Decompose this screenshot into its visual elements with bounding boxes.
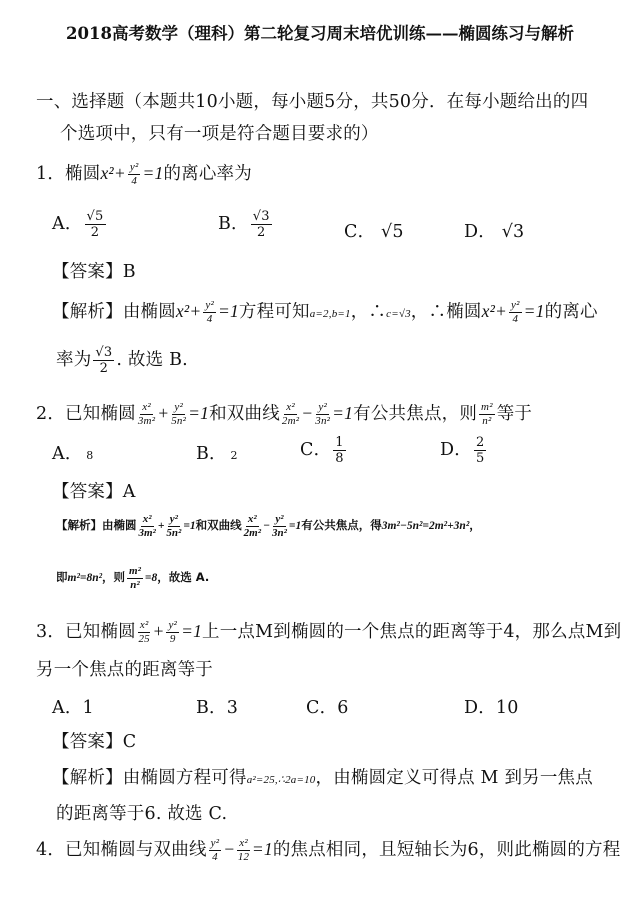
q3-analysis-line2: 的距离等于6. 故选 C.	[56, 804, 228, 824]
q3-option-b: B．3	[196, 698, 239, 718]
q4-stem: 4．已知椭圆与双曲线 $\frac{\text{y²}}{4}$ − $\frac{\text{x²}}{12}$ =1的焦点相同，且短轴长为6，则此椭圆的方程	[36, 837, 621, 864]
q2-option-c: C． $\frac{1}{8}$	[300, 435, 344, 466]
q1-analysis-line2: 率为 $\frac{√3}{2}$ . 故选 B.	[56, 345, 188, 376]
q3-analysis: 【解析】由椭圆方程可得a²=25,∴2a=10，由椭圆定义可得点 M 到另一焦点	[52, 768, 593, 788]
q2-option-d: D． $\frac{2}{5}$	[440, 435, 485, 466]
q3-stem: 3．已知椭圆 $\frac{\text{x²}}{25}$ + $\frac{\text{y²}}{9}$ =1上一点M到椭圆的一个焦点的距离等于4，那么点M到	[36, 619, 622, 646]
q3-option-a: A．1	[52, 698, 94, 718]
q1-stem-pre: 椭圆	[65, 164, 101, 184]
q1-equation: x²+ $\frac{\text{y²}}{4}$ =1	[100, 161, 164, 188]
q3-answer: 【答案】C	[52, 732, 137, 752]
q3-option-d: D．10	[464, 698, 519, 718]
q2-answer: 【答案】A	[52, 482, 136, 502]
q2-option-a: A． 8	[52, 444, 94, 464]
q1-option-a: A． $\frac{√5}{2}$	[52, 209, 104, 240]
page-title: 2018高考数学（理科）第二轮复习周末培优训练——椭圆练习与解析	[66, 24, 574, 43]
q2-analysis: 【解析】由椭圆 $\frac{\text{x²}}{\text{3m²}}$ + $\frac{\text{y²}}{\text{5n²}}$ =1和双曲线 $\frac{\text{x²}}{\text{2m²}}$ − $\frac{\text{y²}}{\text{3n²}}$ =1有公共焦点，得3m²−5n²=2m²+3n²，	[56, 513, 481, 539]
section-heading-line2: 个选项中，只有一项是符合题目要求的）	[60, 124, 379, 144]
q2-option-b: B． 2	[196, 444, 238, 464]
q1-option-b: B． $\frac{√3}{2}$	[218, 209, 270, 240]
q1-analysis: 【解析】由椭圆x²+ $\frac{\text{y²}}{4}$ =1方程可知a=2,b=1，∴c=√3，∴椭圆x²+ $\frac{\text{y²}}{4}$ =1的离心	[52, 299, 598, 326]
q1-answer: 【答案】B	[52, 262, 136, 282]
q3-option-c: C．6	[306, 698, 349, 718]
q1-stem-post: 的离心率为	[163, 164, 252, 184]
q3-stem-line2: 另一个焦点的距离等于	[36, 660, 213, 680]
section-heading-line1: 一、选择题（本题共10小题，每小题5分，共50分．在每小题给出的四	[36, 92, 589, 112]
q2-stem: 2．已知椭圆 $\frac{\text{x²}}{\text{3m²}}$ + $\frac{\text{y²}}{\text{5n²}}$ =1和双曲线 $\frac{\text{x²}}{\text{2m²}}$ − $\frac{\text{y²}}{\text{3n²}}$ =1有公共焦点，则 $\frac{\text{m²}}{\text{n²}}$ 等于	[36, 401, 533, 428]
q2-analysis-line2: 即m²=8n²，则 $\frac{\text{m²}}{\text{n²}}$ =8，故选 A.	[56, 565, 210, 591]
q1-stem	[36, 160, 252, 187]
q1-option-d: D． √3	[464, 222, 525, 242]
q1-number: 1．	[36, 164, 66, 184]
q1-option-c: C． √5	[344, 222, 404, 242]
